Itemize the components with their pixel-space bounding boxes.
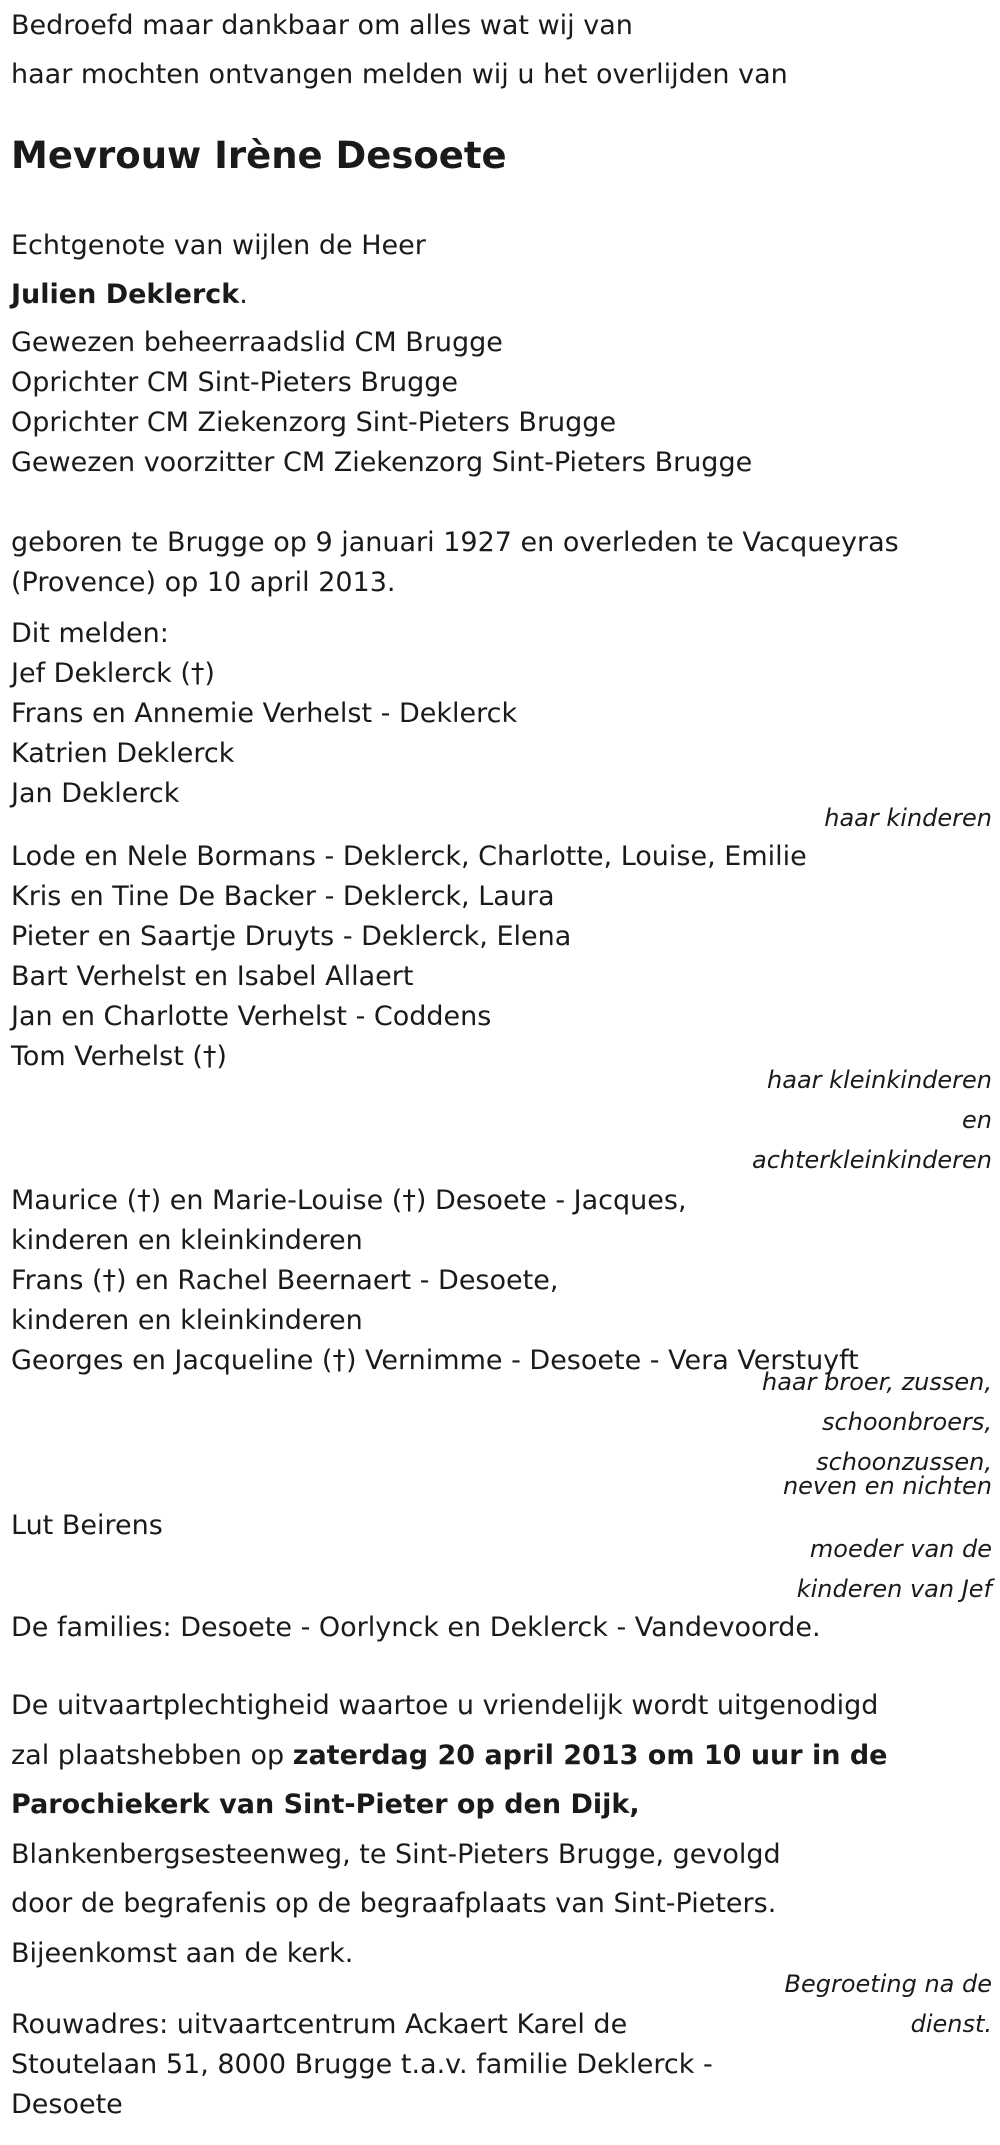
sibling-line-2: kinderen en kleinkinderen (11, 1225, 363, 1256)
intro-line-2: haar mochten ontvangen melden wij u het overlijden van (11, 59, 788, 90)
ceremony-line-2 (11, 1742, 888, 1769)
announce-label: Dit melden: (11, 618, 169, 649)
siblings-role-2: schoonbroers, (821, 1408, 992, 1436)
lut-role-2: kinderen van Jef (796, 1575, 992, 1603)
ceremony-line-4: Blankenbergsesteenweg, te Sint-Pieters Brugge, gevolgd (11, 1839, 781, 1870)
address-line-1: Rouwadres: uitvaartcentrum Ackaert Karel de (11, 2009, 628, 2040)
greeting-line-1: Begroeting na de (784, 1970, 992, 1998)
deceased-name: Mevrouw Irène Desoete (11, 134, 507, 177)
role-line-4: Gewezen voorzitter CM Ziekenzorg Sint-Pieters Brugge (11, 447, 753, 478)
grandchild-3: Pieter en Saartje Druyts - Deklerck, Elena (11, 921, 572, 952)
grandchildren-role-2: en (962, 1106, 992, 1134)
children-role: haar kinderen (824, 804, 992, 832)
grandchildren-role-1: haar kleinkinderen (767, 1066, 992, 1094)
spouse-name: Julien Deklerck (11, 279, 240, 310)
spouse-suffix: . (239, 279, 248, 310)
ceremony-line-6: Bijeenkomst aan de kerk. (11, 1938, 354, 1969)
role-line-3: Oprichter CM Ziekenzorg Sint-Pieters Brugge (11, 407, 617, 438)
siblings-role-4: neven en nichten (782, 1472, 992, 1500)
address-line-3: Desoete (11, 2089, 123, 2120)
address-line-2: Stoutelaan 51, 8000 Brugge t.a.v. familie Deklerck - (11, 2049, 713, 2080)
siblings-role-1: haar broer, zussen, (761, 1368, 992, 1396)
families-line: De families: Desoete - Oorlynck en Deklerck - Vandevoorde. (11, 1612, 821, 1643)
lut-line: Lut Beirens (11, 1510, 163, 1541)
grandchild-5: Jan en Charlotte Verhelst - Coddens (11, 1001, 492, 1032)
siblings-role-3: schoonzussen, (816, 1448, 992, 1476)
grandchild-2: Kris en Tine De Backer - Deklerck, Laura (11, 881, 555, 912)
sibling-line-1: Maurice (†) en Marie-Louise (†) Desoete - Jacques, (11, 1185, 687, 1216)
child-1: Jef Deklerck (†) (11, 658, 215, 689)
spouse-line (11, 281, 248, 308)
grandchild-4: Bart Verhelst en Isabel Allaert (11, 961, 414, 992)
child-4: Jan Deklerck (11, 778, 180, 809)
ceremony-line-5: door de begrafenis op de begraafplaats van Sint-Pieters. (11, 1888, 777, 1919)
ceremony-date: zaterdag 20 april 2013 om 10 uur in de (292, 1740, 888, 1771)
greeting-line-2: dienst. (910, 2010, 992, 2038)
child-2: Frans en Annemie Verhelst - Deklerck (11, 698, 518, 729)
ceremony-line-1: De uitvaartplechtigheid waartoe u vriendelijk wordt uitgenodigd (11, 1690, 879, 1721)
birth-line-1: geboren te Brugge op 9 januari 1927 en overleden te Vacqueyras (11, 527, 899, 558)
grandchild-1: Lode en Nele Bormans - Deklerck, Charlotte, Louise, Emilie (11, 841, 807, 872)
role-line-2: Oprichter CM Sint-Pieters Brugge (11, 367, 459, 398)
sibling-line-4: kinderen en kleinkinderen (11, 1305, 363, 1336)
sibling-line-3: Frans (†) en Rachel Beernaert - Desoete, (11, 1265, 559, 1296)
ceremony-line-2-prefix: zal plaatshebben op (11, 1740, 293, 1771)
role-line-1: Gewezen beheerraadslid CM Brugge (11, 327, 503, 358)
ceremony-church: Parochiekerk van Sint-Pieter op den Dijk, (11, 1789, 640, 1820)
child-3: Katrien Deklerck (11, 738, 235, 769)
lut-role-1: moeder van de (809, 1535, 992, 1563)
intro-line-1: Bedroefd maar dankbaar om alles wat wij van (11, 10, 633, 41)
birth-line-2: (Provence) op 10 april 2013. (11, 567, 396, 598)
grandchildren-role-3: achterkleinkinderen (752, 1146, 992, 1174)
grandchild-6: Tom Verhelst (†) (11, 1041, 227, 1072)
sibling-line-5: Georges en Jacqueline (†) Vernimme - Desoete - Vera Verstuyft (11, 1345, 859, 1376)
spouse-prefix: Echtgenote van wijlen de Heer (11, 230, 426, 261)
